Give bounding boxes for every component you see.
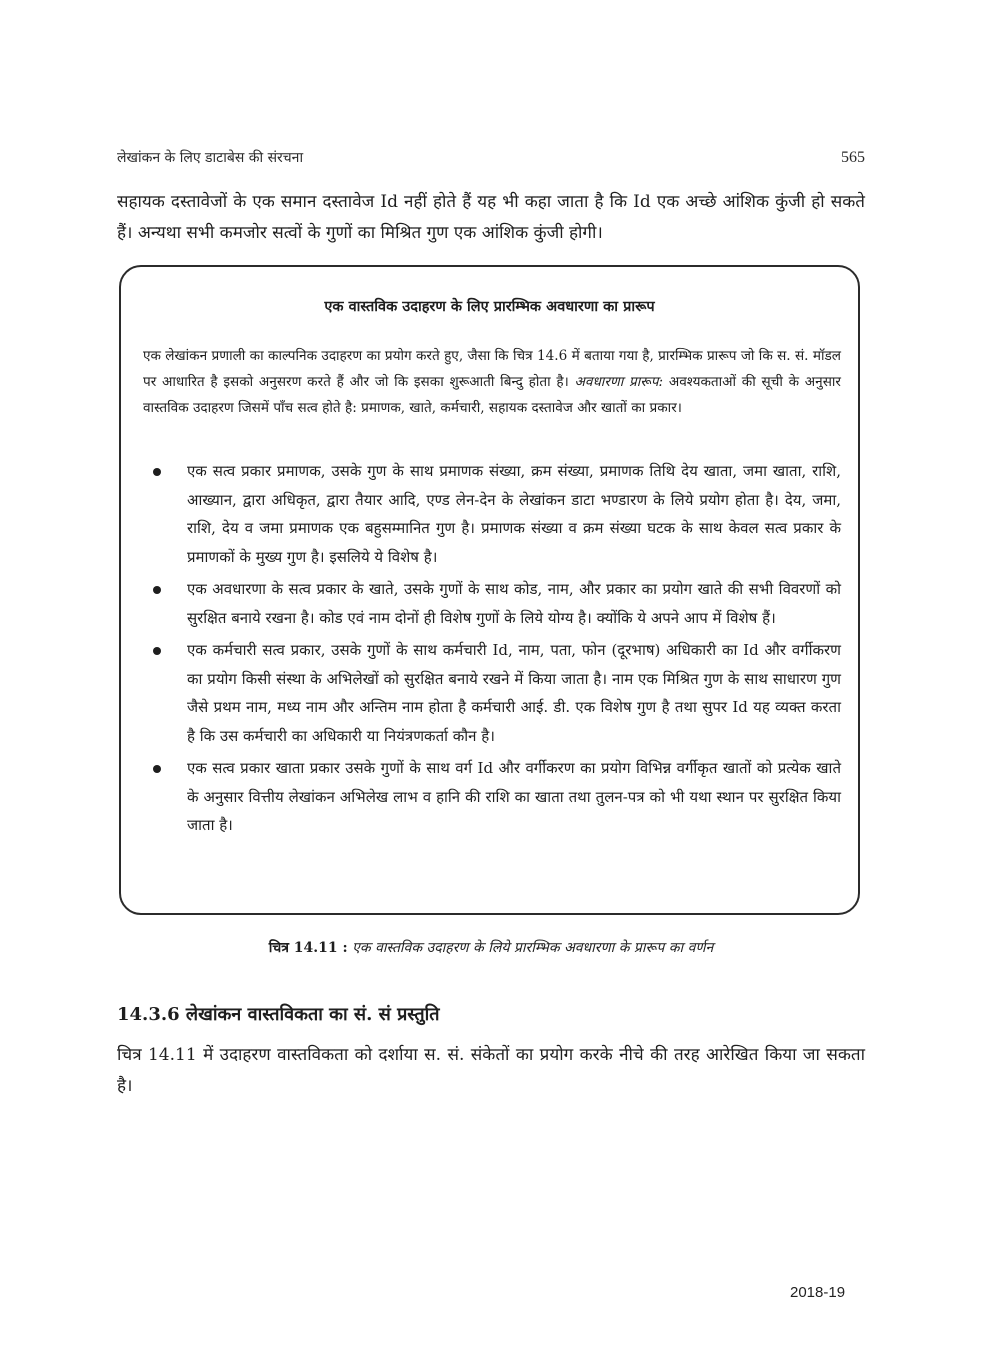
entity-bullet-list [143, 457, 841, 844]
section-heading: 14.3.6 लेखांकन वास्तविकता का सं. सं प्रस्तुति [117, 1004, 440, 1025]
concept-design-box [119, 265, 860, 915]
intro-paragraph: सहायक दस्तावेजों के एक समान दस्तावेज Id नहीं होते हैं यह भी कहा जाता है कि Id एक अच्छे आंशिक कुंजी हो सकते हैं। अन्यथा सभी कमजोर सत्वों के गुणों का मिश्रित गुण एक आंशिक कुंजी होगी। [117, 192, 865, 243]
box-intro-text: एक लेखांकन प्रणाली का काल्पनिक उदाहरण का प्रयोग करते हुए, जैसा कि चित्र 14.6 में बताया गया है, प्रारम्भिक प्रारूप जो कि स. सं. मॉडल पर आधारित है इसको अनुसरण करते हैं और जो कि इसका शुरूआती बिन्दु होता है। [143, 348, 841, 390]
bullet-item-employee [143, 636, 841, 750]
bullet-text: एक सत्व प्रकार प्रमाणक, उसके गुण के साथ प्रमाणक संख्या, क्रम संख्या, प्रमाणक तिथि देय खाता, जमा खाता, राशि, आख्यान, द्वारा अधिकृत, द्वारा तैयार आदि, एण्ड लेन-देन के लेखांकन डाटा भण्डारण के लिये प्रयोग होता है। देय, जमा, राशि, देय व जमा प्रमाणक एक बहुसम्मानित गुण है। प्रमाणक संख्या व क्रम संख्या घटक के साथ केवल सत्व प्रकार के प्रमाणकों के मुख्य गुण है। इसलिये ये विशेष है। [187, 462, 841, 566]
bullet-text: एक अवधारणा के सत्व प्रकार के खाते, उसके गुणों के साथ कोड, नाम, और प्रकार का प्रयोग खाते की सभी विवरणों को सुरक्षित बनाये रखना है। कोड एवं नाम दोनों ही विशेष गुणों के लिये योग्य है। क्योंकि ये अपने आप में विशेष हैं। [187, 580, 841, 627]
bullet-item-accounts [143, 575, 841, 632]
bullet-text: एक सत्व प्रकार खाता प्रकार उसके गुणों के साथ वर्ग Id और वर्गीकरण का प्रयोग विभिन्न वर्गीकृत खातों को प्रत्येक खाते के अनुसार वित्तीय लेखांकन अभिलेख लाभ व हानि की राशि का खाता तथा तुलन-पत्र को भी यथा स्थान पर सुरक्षित किया जाता है। [187, 759, 841, 834]
running-title: लेखांकन के लिए डाटाबेस की संरचना [117, 150, 304, 166]
page-number: 565 [841, 149, 865, 166]
figure-label: चित्र 14.11 : [268, 940, 348, 956]
bullet-icon [153, 765, 161, 773]
bullet-icon [153, 586, 161, 594]
bullet-item-account-type [143, 754, 841, 840]
bullet-item-voucher [143, 457, 841, 571]
running-header [117, 146, 865, 170]
concept-design-text: अवश्यकताओं की सूची के अनुसार वास्तविक उदाहरण जिसमें पाँच सत्व होते है: प्रमाणक, खाते, कर्मचारी, सहायक दस्तावेज और खातों का प्रकार। [143, 374, 841, 416]
section-paragraph: चित्र 14.11 में उदाहरण वास्तविकता को दर्शाया स. सं. संकेतों का प्रयोग करके नीचे की तरह आरेखित किया जा सकता है। [117, 1045, 865, 1096]
footer-year: 2018-19 [790, 1284, 846, 1301]
figure-caption [0, 937, 982, 959]
concept-design-label: अवधारणा प्रारूप: [574, 374, 664, 390]
bullet-icon [153, 647, 161, 655]
bullet-text: एक कर्मचारी सत्व प्रकार, उसके गुणों के साथ कर्मचारी Id, नाम, पता, फोन (दूरभाष) अधिकारी का Id और वर्गीकरण का प्रयोग किसी संस्था के अभिलेखों को सुरक्षित बनाये रखने में किया जाता है। नाम एक मिश्रित गुण के साथ साधारण गुण जैसे प्रथम नाम, मध्य नाम और अन्तिम नाम होता है कर्मचारी आई. डी. एक विशेष गुण है तथा सुपर Id यह व्यक्त करता है कि उस कर्मचारी का अधिकारी या नियंत्रणकर्ता कौन है। [187, 641, 841, 745]
box-title: एक वास्तविक उदाहरण के लिए प्रारम्भिक अवधारणा का प्रारूप [324, 298, 655, 315]
figure-caption-text: एक वास्तविक उदाहरण के लिये प्रारम्भिक अवधारणा के प्रारूप का वर्णन [347, 940, 714, 956]
bullet-icon [153, 468, 161, 476]
box-intro-paragraph [143, 343, 841, 421]
